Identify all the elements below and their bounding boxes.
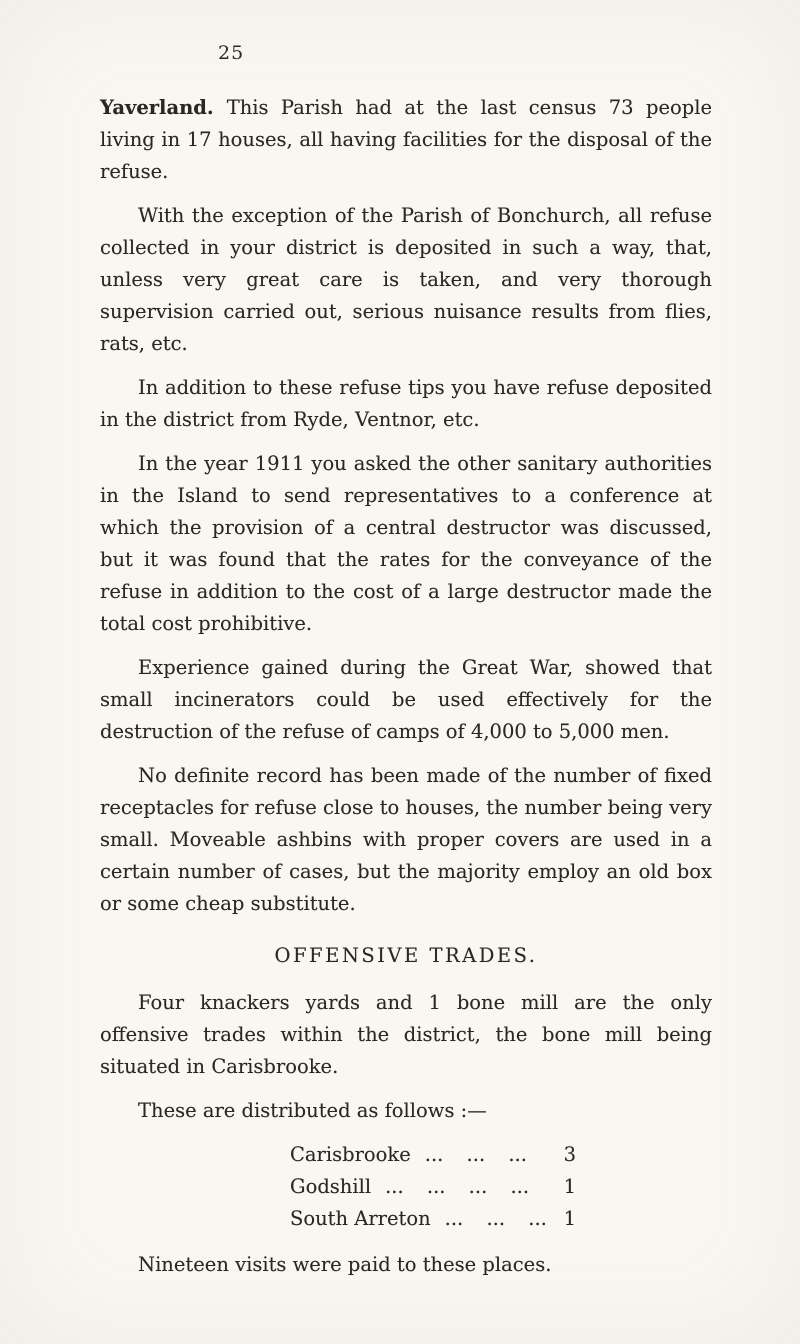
paragraph-yaverland-text: This Parish had at the last census 73 people living in 17 houses, all having facilities for the disposal of the refuse.: [100, 96, 712, 183]
paragraph-refuse-disposal: With the exception of the Parish of Bonchurch, all refuse collected in your district is deposited in such a way, that, unless very great care is taken, and very thorough supervision carried out, serious nuisance results from flies, rats, etc.: [100, 204, 712, 355]
paragraph-visits: Nineteen visits were paid to these places.: [138, 1253, 552, 1276]
place-count: 1: [563, 1207, 576, 1230]
section-heading-offensive-trades: OFFENSIVE TRADES.: [274, 944, 538, 967]
page-number: 25: [218, 42, 245, 64]
distribution-intro: These are distributed as follows :—: [138, 1099, 487, 1122]
parish-name-yaverland: Yaverland.: [100, 96, 214, 119]
place-name: Godshill: [290, 1175, 372, 1198]
paragraph-yaverland: [100, 92, 712, 188]
paragraph-war-experience: Experience gained during the Great War, showed that small incinerators could be used effectively for the destruction of the refuse of camps of 4,000 to 5,000 men.: [100, 656, 712, 743]
place-name: South Arreton: [290, 1207, 431, 1230]
document-body: [100, 92, 712, 1281]
table-row-south-arreton: [290, 1203, 576, 1235]
dot-leaders: ... ... ... ...: [385, 1175, 530, 1198]
paragraph-refuse-tips: In addition to these refuse tips you have refuse deposited in the district from Ryde, Ventnor, etc.: [100, 376, 712, 431]
paragraph-offensive-trades: Four knackers yards and 1 bone mill are the only offensive trades within the district, the bone mill being situated in Carisbrooke.: [100, 991, 712, 1078]
place-name: Carisbrooke: [290, 1143, 411, 1166]
distribution-table: [290, 1139, 576, 1235]
paragraph-receptacles: No definite record has been made of the number of fixed receptacles for refuse close to houses, the number being very small. Moveable ashbins with proper covers are used in a certain number of cases, but the majority employ an old box or some cheap substitute.: [100, 764, 712, 915]
paragraph-conference-1911: In the year 1911 you asked the other sanitary authorities in the Island to send representatives to a conference at which the provision of a central destructor was discussed, but it was found that the rates for the conveyance of the refuse in addition to the cost of a large destructor made the total cost prohibitive.: [100, 452, 712, 635]
table-row-godshill: [290, 1171, 576, 1203]
table-row-carisbrooke: [290, 1139, 576, 1171]
place-count: 1: [563, 1175, 576, 1198]
place-count: 3: [563, 1143, 576, 1166]
dot-leaders: ... ... ...: [444, 1207, 547, 1230]
dot-leaders: ... ... ...: [424, 1143, 527, 1166]
